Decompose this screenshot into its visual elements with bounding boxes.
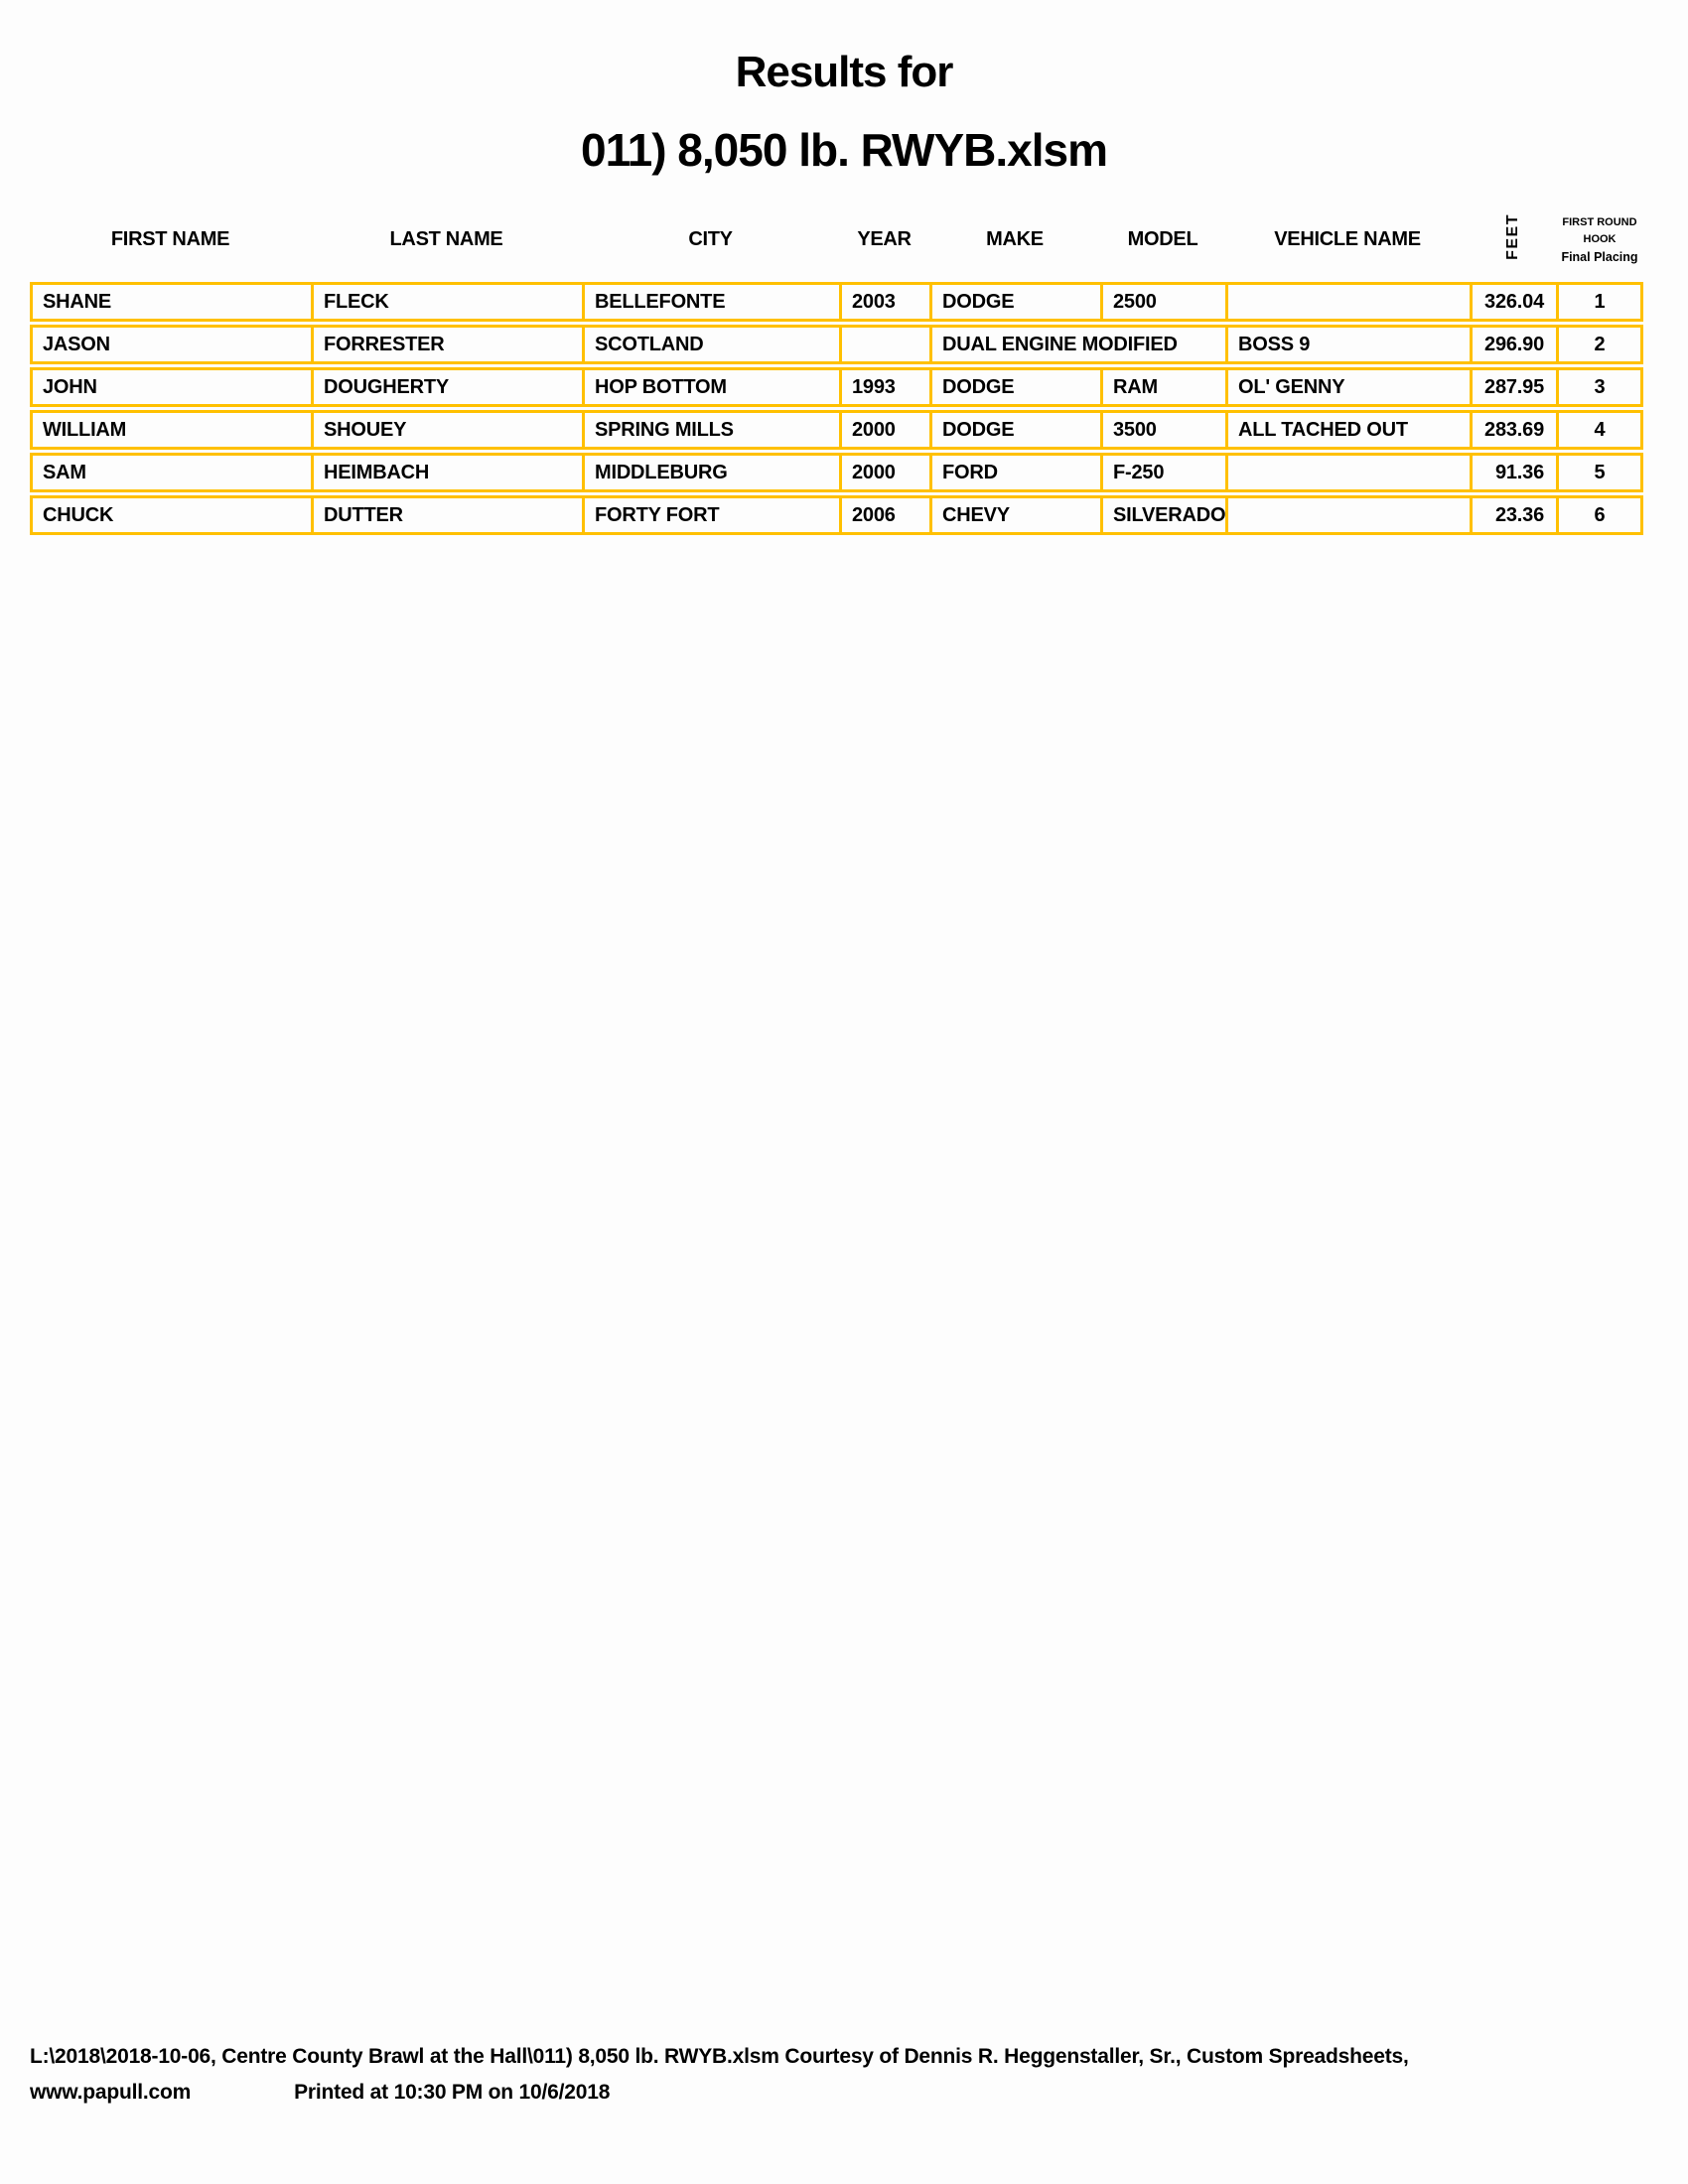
cell-model: 3500 bbox=[1100, 410, 1225, 450]
cell-first-name: WILLIAM bbox=[30, 410, 311, 450]
title-line-1: Results for bbox=[735, 48, 953, 96]
cell-feet: 91.36 bbox=[1470, 453, 1556, 492]
cell-last-name: FLECK bbox=[311, 282, 582, 322]
cell-year: 2000 bbox=[839, 410, 929, 450]
col-header-first-name: FIRST NAME bbox=[110, 227, 230, 250]
cell-feet: 287.95 bbox=[1470, 367, 1556, 407]
table-row bbox=[30, 453, 1643, 492]
footer-printed-timestamp: Printed at 10:30 PM on 10/6/2018 bbox=[294, 2081, 611, 2104]
cell-first-name: JASON bbox=[30, 325, 311, 364]
report-footer bbox=[30, 2045, 1409, 2105]
cell-make: FORD bbox=[929, 453, 1100, 492]
cell-last-name: HEIMBACH bbox=[311, 453, 582, 492]
col-header-city: CITY bbox=[688, 227, 733, 250]
cell-year: 2003 bbox=[839, 282, 929, 322]
col-header-last-name: LAST NAME bbox=[389, 227, 503, 250]
cell-vehicle-name bbox=[1225, 453, 1470, 492]
cell-model: 2500 bbox=[1100, 282, 1225, 322]
hook-header-line-1: FIRST ROUND bbox=[1562, 215, 1637, 228]
cell-model: F-250 bbox=[1100, 453, 1225, 492]
title-line-2: 011) 8,050 lb. RWYB.xlsm bbox=[581, 124, 1107, 176]
cell-year: 2006 bbox=[839, 495, 929, 535]
cell-city: HOP BOTTOM bbox=[582, 367, 839, 407]
cell-feet: 326.04 bbox=[1470, 282, 1556, 322]
cell-placing: 5 bbox=[1556, 453, 1643, 492]
cell-make: DUAL ENGINE MODIFIED bbox=[929, 325, 1225, 364]
cell-make: CHEVY bbox=[929, 495, 1100, 535]
page-title bbox=[0, 48, 1688, 177]
cell-vehicle-name: OL' GENNY bbox=[1225, 367, 1470, 407]
cell-city: MIDDLEBURG bbox=[582, 453, 839, 492]
cell-last-name: DOUGHERTY bbox=[311, 367, 582, 407]
cell-model: SILVERADO bbox=[1100, 495, 1225, 535]
col-header-model: MODEL bbox=[1127, 227, 1198, 250]
cell-vehicle-name: BOSS 9 bbox=[1225, 325, 1470, 364]
feet-rotated-label: FEET bbox=[1503, 212, 1521, 260]
cell-last-name: DUTTER bbox=[311, 495, 582, 535]
cell-feet: 296.90 bbox=[1470, 325, 1556, 364]
hook-header-line-3: Final Placing bbox=[1561, 250, 1638, 265]
col-header-first-round-hook bbox=[1556, 200, 1643, 279]
footer-website: www.papull.com bbox=[30, 2081, 192, 2104]
cell-city: SPRING MILLS bbox=[582, 410, 839, 450]
cell-first-name: CHUCK bbox=[30, 495, 311, 535]
cell-feet: 23.36 bbox=[1470, 495, 1556, 535]
cell-placing: 4 bbox=[1556, 410, 1643, 450]
table-row bbox=[30, 495, 1643, 535]
cell-vehicle-name: ALL TACHED OUT bbox=[1225, 410, 1470, 450]
cell-year: 1993 bbox=[839, 367, 929, 407]
table-row bbox=[30, 410, 1643, 450]
col-header-vehicle-name: VEHICLE NAME bbox=[1274, 227, 1421, 250]
footer-file-path: L:\2018\2018-10-06, Centre County Brawl at the Hall\011) 8,050 lb. RWYB.xlsm Courtesy of Dennis R. Heggenstaller, Sr., Custom Spreadsheets, bbox=[30, 2045, 1409, 2068]
cell-first-name: JOHN bbox=[30, 367, 311, 407]
cell-vehicle-name bbox=[1225, 495, 1470, 535]
table-row bbox=[30, 325, 1643, 364]
cell-vehicle-name bbox=[1225, 282, 1470, 322]
cell-placing: 6 bbox=[1556, 495, 1643, 535]
cell-make: DODGE bbox=[929, 410, 1100, 450]
cell-placing: 2 bbox=[1556, 325, 1643, 364]
cell-placing: 3 bbox=[1556, 367, 1643, 407]
col-header-make: MAKE bbox=[986, 227, 1044, 250]
cell-city: BELLEFONTE bbox=[582, 282, 839, 322]
footer-line-2 bbox=[30, 2081, 1409, 2105]
table-row bbox=[30, 282, 1643, 322]
cell-model: RAM bbox=[1100, 367, 1225, 407]
cell-feet: 283.69 bbox=[1470, 410, 1556, 450]
table-row bbox=[30, 367, 1643, 407]
header-row bbox=[30, 200, 1643, 279]
cell-city: SCOTLAND bbox=[582, 325, 839, 364]
col-header-feet bbox=[1470, 200, 1556, 279]
cell-year: 2000 bbox=[839, 453, 929, 492]
cell-placing: 1 bbox=[1556, 282, 1643, 322]
hook-header-line-2: HOOK bbox=[1583, 233, 1617, 245]
cell-first-name: SAM bbox=[30, 453, 311, 492]
cell-make: DODGE bbox=[929, 282, 1100, 322]
results-table-body bbox=[30, 282, 1643, 535]
cell-make: DODGE bbox=[929, 367, 1100, 407]
cell-city: FORTY FORT bbox=[582, 495, 839, 535]
cell-last-name: FORRESTER bbox=[311, 325, 582, 364]
cell-last-name: SHOUEY bbox=[311, 410, 582, 450]
cell-first-name: SHANE bbox=[30, 282, 311, 322]
results-table bbox=[30, 197, 1643, 538]
cell-year bbox=[839, 325, 929, 364]
col-header-year: YEAR bbox=[857, 227, 912, 250]
